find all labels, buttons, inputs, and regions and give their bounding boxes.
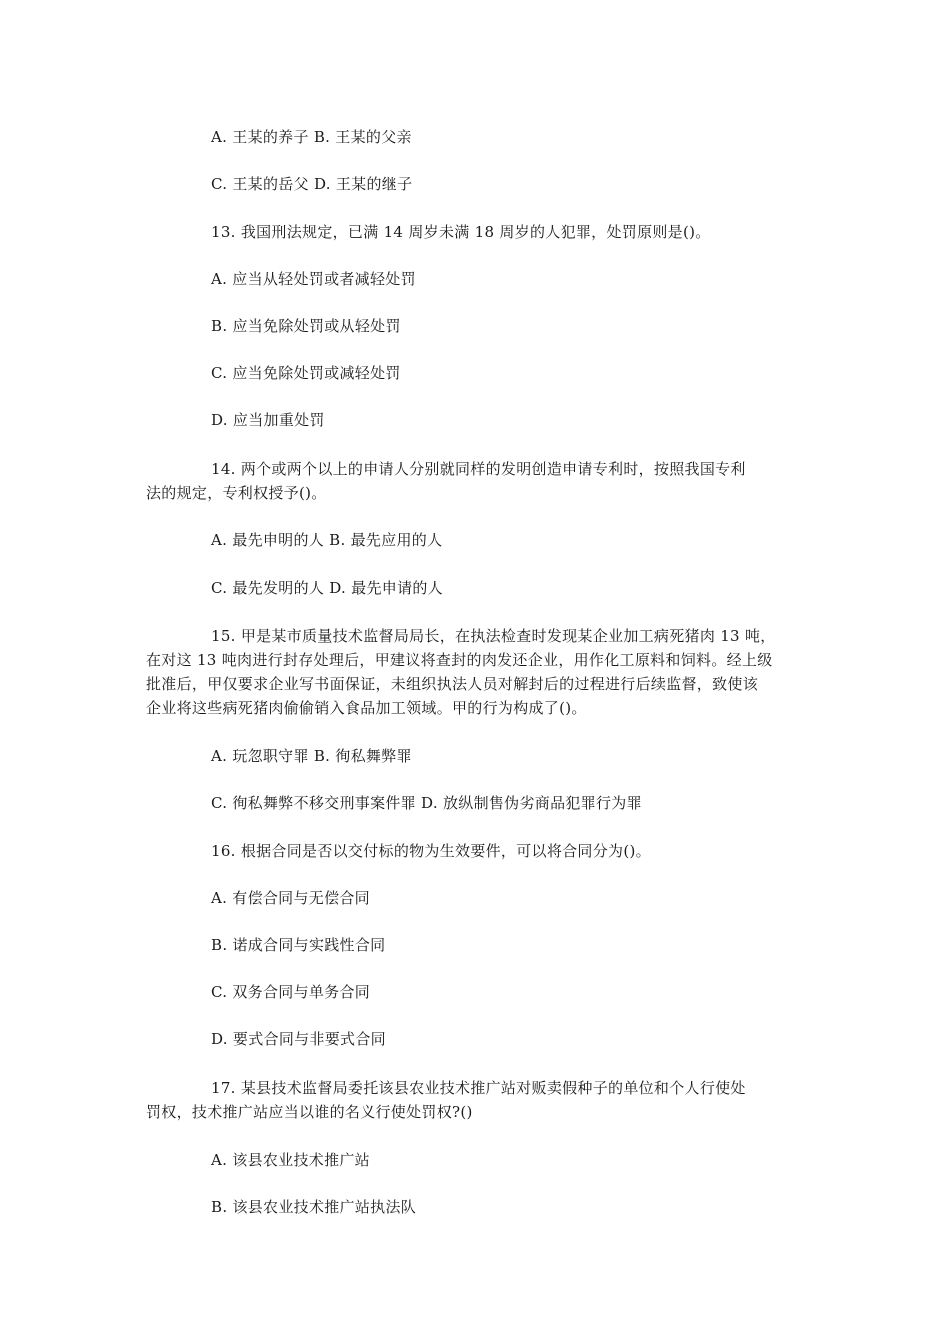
- q12-options-ab: A. 王某的养子 B. 王某的父亲: [211, 128, 412, 146]
- q15-options-cd: C. 徇私舞弊不移交刑事案件罪 D. 放纵制售伪劣商品犯罪行为罪: [211, 794, 642, 812]
- q16-option-a: A. 有偿合同与无偿合同: [211, 889, 370, 907]
- q13-option-c: C. 应当免除处罚或减轻处罚: [211, 364, 401, 382]
- q15-stem-line3: 批准后，甲仅要求企业写书面保证，未组织执法人员对解封后的过程进行后续监督，致使该: [146, 675, 759, 693]
- q15-stem-line4: 企业将这些病死猪肉偷偷销入食品加工领域。甲的行为构成了()。: [146, 699, 587, 717]
- q16-option-c: C. 双务合同与单务合同: [211, 983, 371, 1001]
- q12-options-cd: C. 王某的岳父 D. 王某的继子: [211, 175, 413, 193]
- q16-option-d: D. 要式合同与非要式合同: [211, 1030, 386, 1048]
- q17-stem-line2: 罚权，技术推广站应当以谁的名义行使处罚权?(): [146, 1103, 473, 1121]
- q15-stem-line1: 15. 甲是某市质量技术监督局局长，在执法检查时发现某企业加工病死猪肉 13 吨，: [211, 627, 776, 645]
- q14-options-ab: A. 最先申明的人 B. 最先应用的人: [211, 531, 443, 549]
- q16-stem: 16. 根据合同是否以交付标的物为生效要件，可以将合同分为()。: [211, 842, 651, 860]
- q16-option-b: B. 诺成合同与实践性合同: [211, 936, 386, 954]
- q14-options-cd: C. 最先发明的人 D. 最先申请的人: [211, 579, 443, 597]
- q17-stem-line1: 17. 某县技术监督局委托该县农业技术推广站对贩卖假种子的单位和个人行使处: [211, 1079, 746, 1097]
- q14-stem-line1: 14. 两个或两个以上的申请人分别就同样的发明创造申请专利时，按照我国专利: [211, 460, 746, 478]
- q13-stem: 13. 我国刑法规定，已满 14 周岁未满 18 周岁的人犯罪，处罚原则是()。: [211, 223, 711, 241]
- q17-option-b: B. 该县农业技术推广站执法队: [211, 1198, 417, 1216]
- q15-options-ab: A. 玩忽职守罪 B. 徇私舞弊罪: [211, 747, 412, 765]
- q13-option-a: A. 应当从轻处罚或者减轻处罚: [211, 270, 416, 288]
- q15-stem-line2: 在对这 13 吨肉进行封存处理后，甲建议将查封的肉发还企业，用作化工原料和饲料。经上级: [146, 651, 773, 669]
- q13-option-d: D. 应当加重处罚: [211, 411, 325, 429]
- q13-option-b: B. 应当免除处罚或从轻处罚: [211, 317, 401, 335]
- q14-stem-line2: 法的规定，专利权授予()。: [146, 484, 327, 502]
- q17-option-a: A. 该县农业技术推广站: [211, 1151, 370, 1169]
